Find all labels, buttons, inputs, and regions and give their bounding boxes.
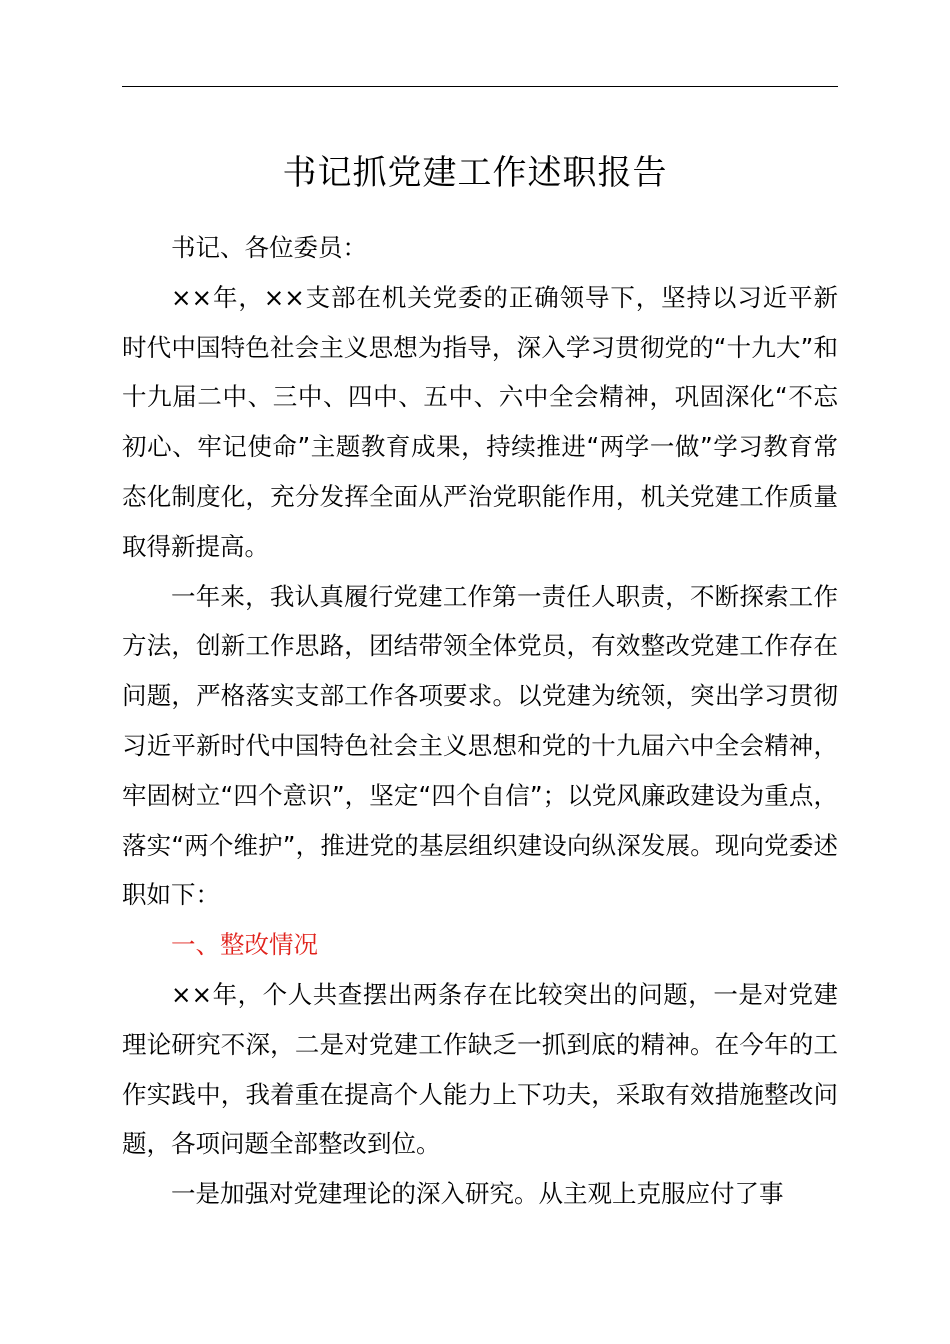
document-title: 书记抓党建工作述职报告 xyxy=(282,153,668,193)
section-heading-rectification: 一、整改情况 xyxy=(171,930,318,960)
paragraph-rectification: ××年，个人共查摆出两条存在比较突出的问题，一是对党建理论研究不深，二是对党建工作缺乏一抓到底的精神。在今年的工作实践中，我着重在提高个人能力上下功夫，采取有效措施整改问题，各项问题全部整改到位。 xyxy=(122,979,838,1159)
salutation: 书记、各位委员： xyxy=(171,233,367,262)
paragraph-measure-one: 一是加强对党建理论的深入研究。从主观上克服应付了事 xyxy=(171,1179,784,1209)
header-rule xyxy=(122,86,838,87)
paragraph-intro: ××年，××支部在机关党委的正确领导下，坚持以习近平新时代中国特色社会主义思想为指导，深入学习贯彻党的“十九大”和十九届二中、三中、四中、五中、六中全会精神，巩固深化“不忘初心、牢记使命”主题教育成果，持续推进“两学一做”学习教育常态化制度化，充分发挥全面从严治党职能作用，机关党建工作质量取得新提高。 xyxy=(122,282,838,561)
paragraph-overview: 一年来，我认真履行党建工作第一责任人职责，不断探索工作方法，创新工作思路，团结带领全体党员，有效整改党建工作存在问题，严格落实支部工作各项要求。以党建为统领，突出学习贯彻习近平新时代中国特色社会主义思想和党的十九届六中全会精神，牢固树立“四个意识”，坚定“四个自信”；以党风廉政建设为重点，落实“两个维护”，推进党的基层组织建设向纵深发展。现向党委述职如下： xyxy=(122,581,838,910)
document-body xyxy=(122,223,838,1219)
